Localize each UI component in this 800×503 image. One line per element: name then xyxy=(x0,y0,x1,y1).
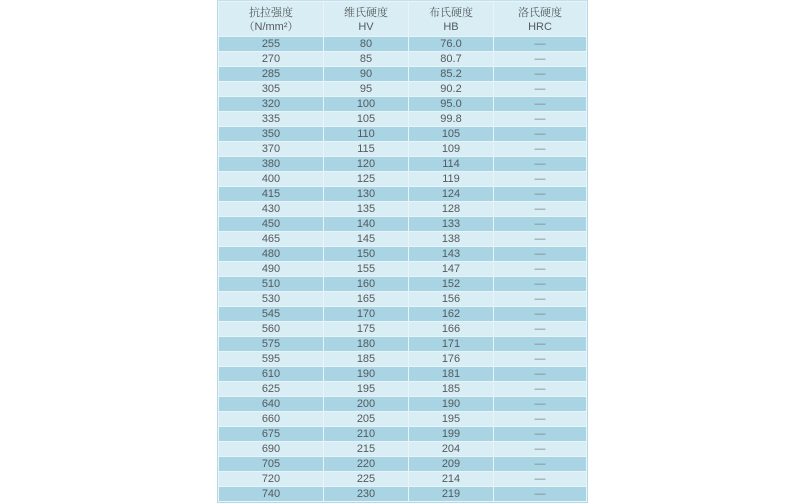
table-cell: 215 xyxy=(324,442,409,457)
table-row xyxy=(219,232,587,247)
table-cell: 114 xyxy=(409,157,494,172)
table-cell: 205 xyxy=(324,412,409,427)
table-cell: 400 xyxy=(219,172,324,187)
table-cell: 305 xyxy=(219,82,324,97)
table-cell: 195 xyxy=(409,412,494,427)
column-header-vickers-hardness xyxy=(324,2,409,37)
table-row xyxy=(219,37,587,52)
table-row xyxy=(219,217,587,232)
table-cell: 165 xyxy=(324,292,409,307)
table-row xyxy=(219,202,587,217)
table-cell: 109 xyxy=(409,142,494,157)
table-cell: — xyxy=(494,442,587,457)
table-cell: 166 xyxy=(409,322,494,337)
table-cell: — xyxy=(494,67,587,82)
table-row xyxy=(219,427,587,442)
table-row xyxy=(219,172,587,187)
table-cell: 138 xyxy=(409,232,494,247)
table-row xyxy=(219,82,587,97)
table-body xyxy=(219,37,587,502)
table-cell: 705 xyxy=(219,457,324,472)
table-cell: 255 xyxy=(219,37,324,52)
table-cell: — xyxy=(494,382,587,397)
table-cell: 210 xyxy=(324,427,409,442)
table-row xyxy=(219,247,587,262)
table-cell: 105 xyxy=(324,112,409,127)
table-cell: 190 xyxy=(324,367,409,382)
table-row xyxy=(219,367,587,382)
column-unit: HV xyxy=(358,20,374,33)
column-title: 洛氏硬度 xyxy=(518,6,562,19)
table-cell: — xyxy=(494,367,587,382)
table-cell: 175 xyxy=(324,322,409,337)
table-cell: 162 xyxy=(409,307,494,322)
table-cell: — xyxy=(494,187,587,202)
table-cell: 450 xyxy=(219,217,324,232)
table-row xyxy=(219,397,587,412)
table-cell: 415 xyxy=(219,187,324,202)
table-cell: 119 xyxy=(409,172,494,187)
table-cell: 95.0 xyxy=(409,97,494,112)
column-unit: （N/mm²） xyxy=(243,20,299,33)
table-row xyxy=(219,352,587,367)
table-row xyxy=(219,382,587,397)
table-row xyxy=(219,127,587,142)
table-cell: 510 xyxy=(219,277,324,292)
table-cell: 185 xyxy=(409,382,494,397)
table-row xyxy=(219,97,587,112)
table-cell: 465 xyxy=(219,232,324,247)
table-cell: 95 xyxy=(324,82,409,97)
table-cell: 285 xyxy=(219,67,324,82)
table-cell: 380 xyxy=(219,157,324,172)
table-cell: 675 xyxy=(219,427,324,442)
table-cell: 145 xyxy=(324,232,409,247)
table-cell: 156 xyxy=(409,292,494,307)
table-cell: 190 xyxy=(409,397,494,412)
table-cell: 219 xyxy=(409,487,494,502)
table-cell: 85.2 xyxy=(409,67,494,82)
table-cell: 610 xyxy=(219,367,324,382)
table-row xyxy=(219,157,587,172)
table-cell: 99.8 xyxy=(409,112,494,127)
table-row xyxy=(219,457,587,472)
table-row xyxy=(219,142,587,157)
table-cell: 690 xyxy=(219,442,324,457)
table-cell: 214 xyxy=(409,472,494,487)
column-header-tensile-strength xyxy=(219,2,324,37)
table-cell: 640 xyxy=(219,397,324,412)
table-cell: — xyxy=(494,157,587,172)
table-row xyxy=(219,472,587,487)
table-cell: 195 xyxy=(324,382,409,397)
table-cell: 124 xyxy=(409,187,494,202)
table-cell: — xyxy=(494,307,587,322)
table-cell: 370 xyxy=(219,142,324,157)
table-cell: 152 xyxy=(409,277,494,292)
table-cell: 185 xyxy=(324,352,409,367)
table-cell: 128 xyxy=(409,202,494,217)
table-cell: — xyxy=(494,292,587,307)
table-cell: — xyxy=(494,202,587,217)
table-cell: 181 xyxy=(409,367,494,382)
table-cell: 130 xyxy=(324,187,409,202)
table-cell: 660 xyxy=(219,412,324,427)
table-cell: 350 xyxy=(219,127,324,142)
table-cell: — xyxy=(494,82,587,97)
table-cell: 110 xyxy=(324,127,409,142)
column-title: 抗拉强度 xyxy=(249,6,293,19)
table-cell: — xyxy=(494,262,587,277)
table-row xyxy=(219,442,587,457)
table-cell: — xyxy=(494,397,587,412)
table-cell: 740 xyxy=(219,487,324,502)
table-cell: 335 xyxy=(219,112,324,127)
table-cell: — xyxy=(494,112,587,127)
table-cell: 560 xyxy=(219,322,324,337)
table-cell: 199 xyxy=(409,427,494,442)
table-cell: 155 xyxy=(324,262,409,277)
table-cell: 76.0 xyxy=(409,37,494,52)
table-cell: — xyxy=(494,277,587,292)
table-cell: 171 xyxy=(409,337,494,352)
table-cell: — xyxy=(494,412,587,427)
table-header xyxy=(219,2,587,37)
table-cell: 225 xyxy=(324,472,409,487)
table-cell: — xyxy=(494,322,587,337)
table-cell: 90.2 xyxy=(409,82,494,97)
table-cell: — xyxy=(494,97,587,112)
column-title: 布氏硬度 xyxy=(429,6,473,19)
table-cell: 595 xyxy=(219,352,324,367)
table-cell: 170 xyxy=(324,307,409,322)
hardness-conversion-table-wrap xyxy=(217,0,588,503)
table-cell: — xyxy=(494,37,587,52)
table-row xyxy=(219,277,587,292)
table-cell: 530 xyxy=(219,292,324,307)
table-row xyxy=(219,262,587,277)
table-cell: 120 xyxy=(324,157,409,172)
hardness-conversion-table xyxy=(218,1,587,502)
table-cell: 100 xyxy=(324,97,409,112)
table-cell: 143 xyxy=(409,247,494,262)
table-cell: 115 xyxy=(324,142,409,157)
table-cell: — xyxy=(494,352,587,367)
table-cell: 575 xyxy=(219,337,324,352)
table-cell: 480 xyxy=(219,247,324,262)
table-cell: 220 xyxy=(324,457,409,472)
table-cell: 125 xyxy=(324,172,409,187)
table-row xyxy=(219,112,587,127)
table-row xyxy=(219,187,587,202)
table-cell: — xyxy=(494,142,587,157)
table-cell: 430 xyxy=(219,202,324,217)
table-cell: — xyxy=(494,52,587,67)
table-cell: 105 xyxy=(409,127,494,142)
table-cell: — xyxy=(494,247,587,262)
column-title: 维氏硬度 xyxy=(344,6,388,19)
table-cell: — xyxy=(494,487,587,502)
table-cell: 147 xyxy=(409,262,494,277)
table-cell: — xyxy=(494,337,587,352)
table-cell: 135 xyxy=(324,202,409,217)
table-cell: 200 xyxy=(324,397,409,412)
table-cell: 176 xyxy=(409,352,494,367)
table-row xyxy=(219,322,587,337)
table-row xyxy=(219,412,587,427)
table-cell: — xyxy=(494,127,587,142)
table-row xyxy=(219,307,587,322)
table-cell: 90 xyxy=(324,67,409,82)
table-cell: 80 xyxy=(324,37,409,52)
column-unit: HRC xyxy=(528,20,552,33)
table-row xyxy=(219,487,587,502)
table-cell: 204 xyxy=(409,442,494,457)
column-header-brinell-hardness xyxy=(409,2,494,37)
table-cell: 209 xyxy=(409,457,494,472)
table-cell: 320 xyxy=(219,97,324,112)
table-cell: 720 xyxy=(219,472,324,487)
table-cell: 230 xyxy=(324,487,409,502)
table-cell: 625 xyxy=(219,382,324,397)
table-row xyxy=(219,67,587,82)
table-cell: — xyxy=(494,232,587,247)
table-cell: 150 xyxy=(324,247,409,262)
table-cell: 490 xyxy=(219,262,324,277)
table-cell: 270 xyxy=(219,52,324,67)
column-unit: HB xyxy=(443,20,459,33)
table-row xyxy=(219,52,587,67)
table-cell: 140 xyxy=(324,217,409,232)
table-cell: — xyxy=(494,457,587,472)
table-cell: 545 xyxy=(219,307,324,322)
table-cell: 80.7 xyxy=(409,52,494,67)
table-cell: — xyxy=(494,472,587,487)
table-cell: — xyxy=(494,217,587,232)
table-row xyxy=(219,337,587,352)
table-cell: 133 xyxy=(409,217,494,232)
table-cell: — xyxy=(494,427,587,442)
table-cell: 160 xyxy=(324,277,409,292)
table-cell: 180 xyxy=(324,337,409,352)
table-cell: — xyxy=(494,172,587,187)
column-header-rockwell-hardness xyxy=(494,2,587,37)
table-cell: 85 xyxy=(324,52,409,67)
header-row xyxy=(219,2,587,37)
table-row xyxy=(219,292,587,307)
